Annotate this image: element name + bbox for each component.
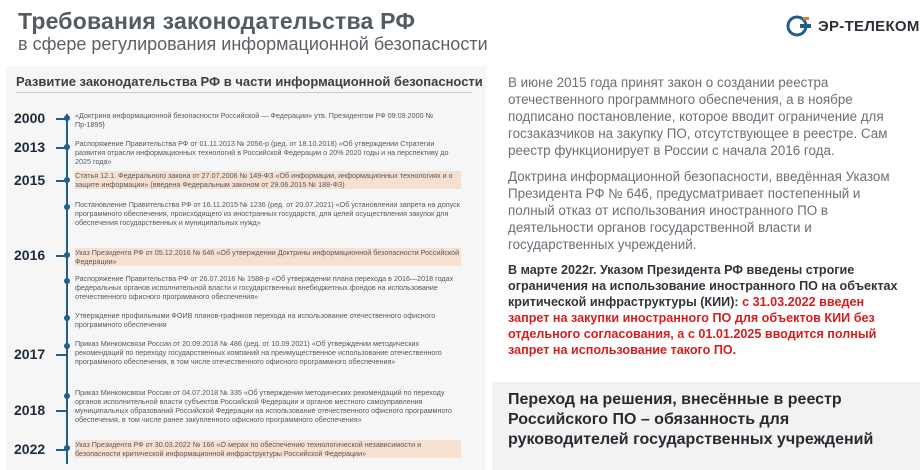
timeline-entry: Указ Президента РФ от 05.12.2016 № 646 «Об утверждении Доктрины информационной безопасности Российской Федерации» [75,248,460,266]
year-tick [56,410,66,412]
timeline-entry: Распоряжение Правительства РФ от 01.11.2013 № 2056-р (ред. от 18.10.2018) «Об утверждении Стратегии развития отрасли информационных технологий в Российской Федерации о 20% 2020 годы и на перспективу до 2025 года» [75,139,449,166]
logo [786,15,920,37]
timeline-entry: «Доктрина информационной безопасности Российской — Федерации» утв. Президентом РФ 09.09.2000 № Пр-1895} [75,111,434,129]
timeline-panel [6,66,486,470]
kii-date-1: с 31.03.2022 [742,295,816,309]
paragraph-doctrine: Доктрина информационной безопасности, введённая Указом Президента РФ № 646, предусматривает постепенный и полный отказ от использования иностранного ПО в деятельности органов государственной власти и государственных учреждений. [508,169,890,252]
paragraph-kii [508,262,903,358]
timeline-dot [64,393,70,399]
timeline-dot [64,144,70,150]
timeline-dot [64,115,70,121]
year-label: 2000 [14,110,46,126]
year-tick [56,354,66,356]
kii-text-1: введен запрет на закупки иностранного ПО для объектов КИИ без отдельного согласования, а [508,295,875,341]
year-label: 2013 [14,139,46,155]
timeline-dot [64,252,70,258]
timeline-entry: Указ Президента РФ от 30.03.2022 № 166 «О мерах по обеспечению технологической независимости и безопасности критической информационной инфраструктуры Российской Федерации» [75,440,461,458]
logo-text: ЭР-ТЕЛЕКОМ [818,17,920,35]
kii-date-2: с 01.01.2025 [687,327,762,341]
timeline-entry: Постановление Правительства РФ от 16.11.2015 № 1236 (ред. от 20.07.2021) «Об установлении запрета на допуск программного обеспечения, происходящего из иностранных государств, для целей осуществления закупок для обеспечения государственных и муниципальных нужд» [75,200,460,227]
timeline-entry: Распоряжение Правительства РФ от 26.07.2016 № 1588-р «Об утверждении плана перехода в 2016—2018 годах федеральных органов исполнительной власти и государственных внебюджетных фондов на использование отечественного офисного программного обеспечения» [75,274,454,301]
year-label: 2016 [14,247,46,263]
kii-text-2: вводится полный запрет на использование такого ПО. [508,327,877,357]
timeline-dot [64,343,70,349]
year-label: 2022 [14,441,46,457]
year-label: 2018 [14,402,46,418]
page-title: Требования законодательства РФ [18,8,416,34]
timeline-dot [64,177,70,183]
ertelecom-logo-icon [786,15,812,37]
timeline-entry: Приказ Минкомсвязи России от 04.07.2018 № 335 «Об утверждении методических рекомендаций по переходу органов исполнительной власти субъектов Российской Федерации и органов местного самоуправления муниципальных образований Российской Федерации на использование отечественного офисного программного обеспечения, в том числе ранее закупленного офисного программного обеспечения» [75,388,452,424]
year-label: 2017 [14,346,46,362]
kii-intro: В марте 2022г. Указом Президента РФ введены строгие ограничения на использование иностранного ПО на объектах критической инфраструктуры (КИИ): [508,263,898,309]
timeline-dot [64,204,70,210]
conclusion-text: Переход на решения, внесённые в реестр Российского ПО – обязанность для руководителей государственных учреждений [508,391,874,448]
divider [16,92,472,93]
timeline-entry: Приказ Минкомсвязи России от 20.09.2018 № 486 (ред. от 10.09.2021) «Об утверждении методических рекомендаций по переходу государственных компаний на преимущественное использование отечественного программного обеспечения, в том числе отечественного офисного программного обеспечения» [75,339,442,366]
timeline-dot [64,445,70,451]
timeline-axis [66,114,68,464]
timeline-dot [64,315,70,321]
timeline-heading: Развитие законодательства РФ в части информационной безопасности [16,74,483,89]
conclusion-box [492,382,920,470]
timeline-entry: Утверждение профильными ФОИВ планов-графиков перехода на использование отечественного офисного программного обеспечения [75,311,436,329]
timeline-entry: Статья 12.1. Федерального закона от 27.07.2006 № 149-ФЗ «Об информации, информационных технологиях и о защите информации» (введена Федеральным законом от 29.06.2015 № 188-ФЗ) [75,171,461,189]
timeline-dot [64,278,70,284]
page-subtitle: в сфере регулирования информационной безопасности [18,34,488,54]
paragraph-registry: В июне 2015 года принят закон о создании реестра отечественного программного обеспечения, а в ноябре подписано постановление, которое вводит ограничение для госзаказчиков на закупку ПО, отсутствующее в реестре. Сам реестр функционирует в России с начала 2016 года. [508,75,888,158]
year-label: 2015 [14,172,46,188]
